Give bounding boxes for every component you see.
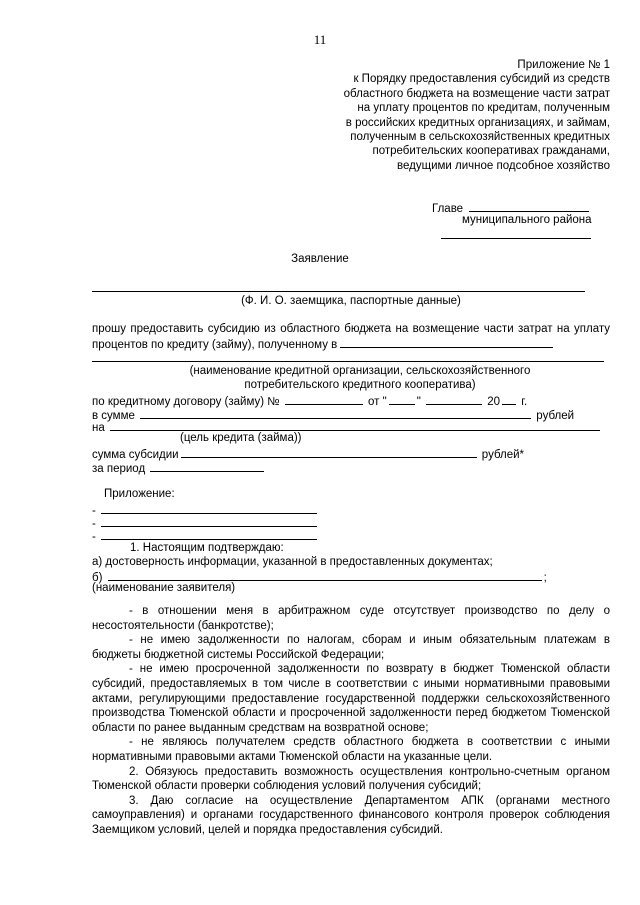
contract-label: по кредитному договору (займу) № xyxy=(92,396,280,408)
fio-field[interactable] xyxy=(92,291,585,292)
district-name-field[interactable] xyxy=(441,238,591,239)
confirm-heading: 1. Настоящим подтверждаю: xyxy=(130,542,284,554)
head-name-field[interactable] xyxy=(469,200,589,212)
lender-field[interactable] xyxy=(340,336,553,348)
applicant-name-field[interactable] xyxy=(108,569,542,581)
addressee-district: муниципального района xyxy=(462,214,592,226)
contract-year: 20 xyxy=(487,396,501,408)
appendix-line: ведущими личное подсобное хозяйство xyxy=(397,159,610,172)
page-number: 11 xyxy=(313,32,327,47)
contract-day-field[interactable] xyxy=(389,393,415,405)
point-3: 3. Даю согласие на осуществление Департаментом АПК (органами местного самоуправления) и органами государственного финансового контроля проверок соблюдения Заемщиком условий, целей и порядка предоставления субсидий. xyxy=(92,794,610,836)
appendix-line: полученным в сельскохозяйственных кредитных xyxy=(350,131,610,144)
point-2: 2. Обязуюсь предоставить возможность осуществления контрольно-счетным органом Тюменской области проверки соблюдения условий получения субсидий; xyxy=(92,765,610,793)
period-field[interactable] xyxy=(150,460,264,472)
lender-field-line[interactable] xyxy=(92,361,604,362)
attachment-line xyxy=(92,528,610,543)
subsidy-field[interactable] xyxy=(181,446,477,458)
period-label: за период xyxy=(92,463,146,475)
purpose-label: на xyxy=(92,422,105,434)
confirm-b-caption: (наименование заявителя) xyxy=(92,582,236,594)
fio-caption: (Ф. И. О. заемщика, паспортные данные) xyxy=(241,295,461,307)
attachment-field-2[interactable] xyxy=(101,515,317,527)
amount-field[interactable] xyxy=(140,407,531,419)
subsidy-unit: рублей* xyxy=(481,449,525,461)
addressee-block xyxy=(0,200,640,248)
purpose-caption: (цель кредита (займа)) xyxy=(180,432,302,444)
contract-from: от " xyxy=(368,396,387,408)
declaration-item: - в отношении меня в арбитражном суде отсутствует производство по делу о несостоятельности (банкротстве); xyxy=(92,605,610,632)
request-paragraph xyxy=(92,322,610,353)
appendix-line: потребительских кооперативах гражданами, xyxy=(372,145,610,158)
lender-caption: (наименование кредитной организации, сельскохозяйственного потребительского кредитного кооператива) xyxy=(189,365,531,392)
contract-quote: " xyxy=(416,396,421,408)
confirm-b-label: б) xyxy=(92,572,103,584)
appendix-header xyxy=(310,58,610,173)
contract-year-field[interactable] xyxy=(502,393,516,405)
attachment-dash: - xyxy=(92,505,96,517)
purpose-field[interactable] xyxy=(110,419,600,431)
document-title: Заявление xyxy=(291,253,349,265)
confirm-b-end: ; xyxy=(543,572,547,584)
appendix-line: к Порядку предоставления субсидий из средств xyxy=(353,73,610,86)
amount-label: в сумме xyxy=(92,410,135,422)
addressee-label: Главе xyxy=(432,203,464,215)
appendix-line: в российских кредитных организациях, и займам, xyxy=(345,116,610,129)
attachments-label: Приложение: xyxy=(104,488,175,500)
appendix-line: областного бюджета на возмещение части затрат xyxy=(343,87,610,100)
attachment-dash: - xyxy=(92,518,96,530)
declaration-item: - не являюсь получателем средств областного бюджета в соответствии с иными нормативными правовыми актами Тюменской области на указанные цели. xyxy=(92,736,610,763)
attachment-field-1[interactable] xyxy=(101,502,317,514)
contract-year-suffix: г. xyxy=(521,396,528,408)
appendix-line: Приложение № 1 xyxy=(517,59,610,71)
declaration-item: - не имею просроченной задолженности по возврату в бюджет Тюменской области субсидий, предоставляемых в том числе в соответствии с иными нормативными правовыми актами, регулирующими предоставление государственной поддержки сельскохозяйственного производства Тюменской области и просроченной задолженности перед бюджетом Тюменской области по ранее выданным средствам на возвратной основе; xyxy=(92,663,610,734)
declarations xyxy=(92,604,610,838)
request-text: прошу предоставить субсидию из областного бюджета на возмещение части затрат на уплату процентов по кредиту (займу), полученному в xyxy=(92,323,610,352)
declaration-item: - не имею задолженности по налогам, сборам и иным обязательным платежам в бюджеты бюджетной системы Российской Федерации; xyxy=(92,634,610,661)
subsidy-label: сумма субсидии xyxy=(92,449,179,461)
period-row xyxy=(92,460,610,475)
contract-number-field[interactable] xyxy=(285,393,363,405)
contract-month-field[interactable] xyxy=(426,393,482,405)
confirm-a: а) достоверность информации, указанной в предоставленных документах; xyxy=(92,556,493,568)
amount-unit: рублей xyxy=(536,410,575,422)
appendix-line: на уплату процентов по кредитам, полученным xyxy=(357,102,610,115)
contract-row xyxy=(92,393,610,408)
attachment-field-3[interactable] xyxy=(101,528,317,540)
subsidy-row xyxy=(92,446,610,461)
attachment-dash: - xyxy=(92,531,96,543)
